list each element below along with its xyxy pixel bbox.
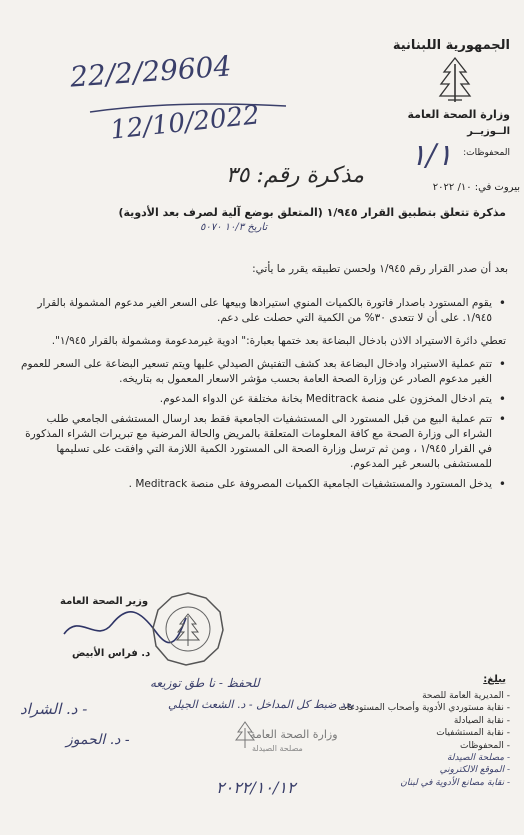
minister-label: الــوزيــر — [467, 126, 510, 137]
clause-4: • تتم عملية البيع من قبل المستورد الى المستشفيات الجامعية فقط بعد ارسال المستشفى الجامعي طلب الشراء الى وزارة الصحة مع كافة المعلومات المتعلقة بالمريض والحالة المرضية مع تبريرات الشراء المذكورة في القرار ١/٩٤٥ ، ومن ثم ترسل وزارة الصحة الى المستورد الكمية اللازمة التي وافقت على تسليمها للمستشفى بالسعر غير المدعوم. — [18, 412, 506, 472]
distribution-item-handwritten: - الموقع الالكتروني — [439, 765, 510, 776]
handwritten-subject-date: تاريخ ١٠/٣ ٥٠٧٠ — [200, 222, 268, 233]
memo-date: بيروت في: ١٠/ ٢٠٢٢ — [432, 182, 520, 193]
distribution-item: - نقابة المستشفيات — [436, 728, 510, 739]
handwritten-minister-initials: ١/١ — [410, 138, 453, 173]
memo-body — [18, 296, 506, 497]
republic-title: الجمهورية اللبنانية — [392, 38, 510, 53]
distribution-item-handwritten: - مصلحة الصيدلة — [446, 753, 510, 764]
handwritten-note-line-1: للحفظ - نا طق توزيعه — [150, 676, 260, 690]
handwritten-underline — [88, 100, 288, 116]
signature-title: وزير الصحة العامة — [60, 596, 149, 607]
receipt-stamp-ministry: وزارة الصحة العامة — [250, 728, 338, 741]
distribution-item-handwritten: - نقابة مصانع الأدوية في لبنان — [400, 777, 510, 788]
distribution-item: - نقابة الصيادلة — [453, 715, 510, 726]
archive-label: المحفوظات: — [463, 148, 510, 158]
clause-3: • يتم ادخال المخزون على منصة Meditrack بخانة مختلفة عن الدواء المدعوم. — [18, 392, 506, 407]
clause-5: • يدخل المستورد والمستشفيات الجامعية الكميات المصروفة على منصة Meditrack . — [18, 477, 506, 492]
handwritten-note-line-3: - د. الشراد — [20, 700, 88, 718]
memo-intro: بعد أن صدر القرار رقم ١/٩٤٥ ولحسن تطبيقه يقرر ما يأتي: — [252, 263, 508, 275]
distribution-item: - المحفوظات — [460, 740, 510, 751]
handwritten-note-line-2: بعد ضبط كل المداخل - د. الشعث الجيلي — [168, 698, 355, 711]
signature-name: د. فراس الأبيض — [72, 648, 151, 659]
distribution-item: - المديرية العامة للصحة — [422, 691, 510, 701]
handwritten-reference-number: 22/2/29604 — [69, 49, 233, 94]
cedar-emblem-icon — [438, 56, 472, 104]
memo-number: مذكرة رقم: ٣٥ — [225, 163, 364, 188]
ministry-seal-stamp — [150, 590, 226, 668]
handwritten-note-line-4: - د. الحموز — [66, 732, 130, 748]
memo-subject: مذكرة تتعلق بتطبيق القرار ١/٩٤٥ (المتعلق بوضع آلية لصرف بعد الأدوية) — [118, 206, 506, 219]
distribution-list — [320, 690, 510, 789]
distribution-item: - نقابة مستوردي الأدوية وأصحاب المستودعات — [338, 703, 510, 714]
distribution-heading: يبلغ: — [483, 674, 506, 685]
receipt-stamp-department: مصلحة الصيدلة — [252, 744, 303, 753]
clause-import-label: تعطي دائرة الاستيراد الاذن بادخال البضاعة بعد ختمها بعبارة:" ادوية غيرمدعومة ومشمولة بالقرار ١/٩٤٥". — [51, 335, 506, 347]
clause-2: • تتم عملية الاستيراد وادخال البضاعة بعد كشف التفتيش الصيدلي عليها ويتم تسعير البضاعة على السعر للعموم الغير مدعوم الصادر عن وزارة الصحة العامة بحسب مؤشر الاسعار المعمول به بتاريخه. — [18, 357, 506, 387]
clause-1: • يقوم المستورد باصدار فاتورة بالكميات المنوي استيرادها وبيعها على السعر الغير مدعوم المشمولة بالقرار ١/٩٤٥. على أن لا تتعدى ٣٠% من الكمية التي حصلت على دعم. — [18, 296, 506, 326]
ministry-title: وزارة الصحة العامة — [407, 108, 510, 121]
handwritten-date: 12/10/2022 — [108, 100, 262, 146]
handwritten-receipt-date: ٢٠٢٢/١٠/١٢ — [216, 778, 296, 797]
